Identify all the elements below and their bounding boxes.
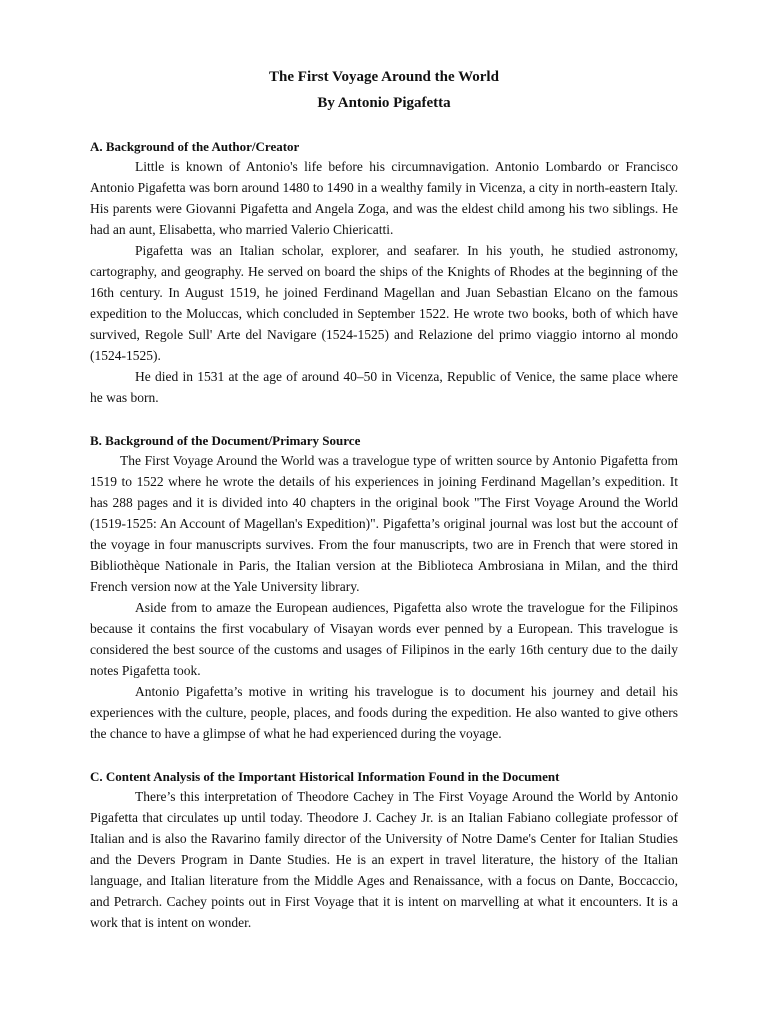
document-title: The First Voyage Around the World [269, 69, 499, 85]
document-author: By Antonio Pigafetta [317, 95, 451, 111]
paragraph: Antonio Pigafetta’s motive in writing his travelogue is to document his journey and detail his experiences with the culture, people, places, and foods during the expedition. He also wanted to give others the chance to have a glimpse of what he had experienced during the voyage. [90, 684, 678, 741]
paragraph: He died in 1531 at the age of around 40–50 in Vicenza, Republic of Venice, the same place where he was born. [90, 369, 678, 405]
section-heading-c: C. Content Analysis of the Important Historical Information Found in the Document [90, 769, 560, 784]
section-heading-a: A. Background of the Author/Creator [90, 139, 300, 154]
paragraph: Aside from to amaze the European audiences, Pigafetta also wrote the travelogue for the Filipinos because it contains the first vocabulary of Visayan words ever penned by a European. This travelogue is considered the best source of the customs and usages of Filipinos in the early 16th century due to the daily notes Pigafetta took. [90, 600, 678, 678]
paragraph: Little is known of Antonio's life before his circumnavigation. Antonio Lombardo or Francisco Antonio Pigafetta was born around 1480 to 1490 in a wealthy family in Vicenza, a city in north-eastern Italy. His parents were Giovanni Pigafetta and Angela Zoga, and was the eldest child among his two siblings. He had an aunt, Elisabetta, who married Valerio Chiericatti. [90, 159, 678, 237]
paragraph: Pigafetta was an Italian scholar, explorer, and seafarer. In his youth, he studied astronomy, cartography, and geography. He served on board the ships of the Knights of Rhodes at the beginning of the 16th century. In August 1519, he joined Ferdinand Magellan and Juan Sebastian Elcano on the famous expedition to the Moluccas, which concluded in September 1522. He wrote two books, both of which have survived, Regole Sull' Arte del Navigare (1524-1525) and Relazione del primo viaggio intorno al mondo (1524-1525). [90, 243, 678, 363]
paragraph: The First Voyage Around the World was a travelogue type of written source by Antonio Pigafetta from 1519 to 1522 where he wrote the details of his experiences in joining Ferdinand Magellan’s expedition. It has 288 pages and it is divided into 40 chapters in the original book "The First Voyage Around the World (1519-1525: An Account of Magellan's Expedition)". Pigafetta’s original journal was lost but the account of the voyage in four manuscripts survives. From the four manuscripts, two are in French that were stored in Bibliothèque Nationale in Paris, the Italian version at the Biblioteca Ambrosiana in Milan, and the third French version now at the Yale University library. [90, 453, 678, 594]
paragraph: There’s this interpretation of Theodore Cachey in The First Voyage Around the World by Antonio Pigafetta that circulates up until today. Theodore J. Cachey Jr. is an Italian Fabiano collegiate professor of Italian and is also the Ravarino family director of the University of Notre Dame's Center for Italian Studies and the Devers Program in Dante Studies. He is an expert in travel literature, the history of the Italian language, and Italian literature from the Middle Ages and Renaissance, with a focus on Dante, Boccaccio, and Petrarch. Cachey points out in First Voyage that it is intent on marvelling at what it encounters. It is a work that is intent on wonder. [90, 789, 678, 930]
section-heading-b: B. Background of the Document/Primary Source [90, 433, 361, 448]
